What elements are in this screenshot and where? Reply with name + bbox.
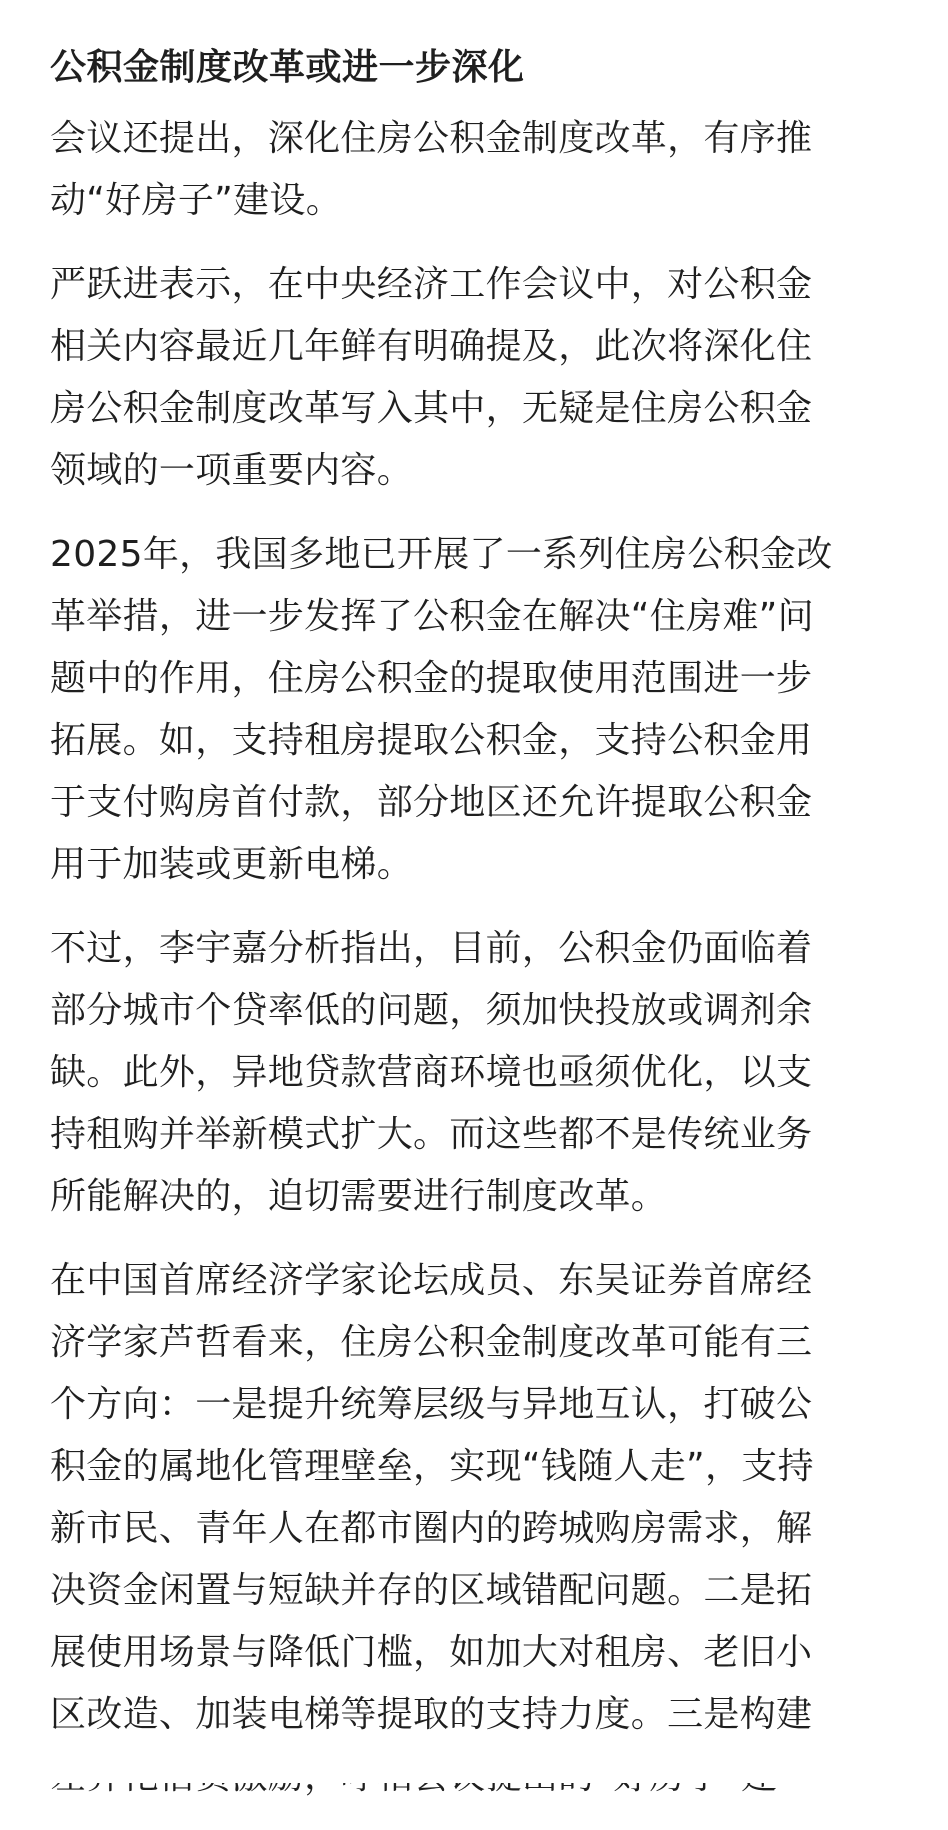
text-line: 个方向：一是提升统筹层级与异地互认，打破公 (50, 1384, 813, 1425)
text-line: 部分城市个贷率低的问题，须加快投放或调剂余 (50, 990, 813, 1031)
text-line: 相关内容最近几年鲜有明确提及，此次将深化住 (50, 326, 813, 367)
text-line: 在中国首席经济学家论坛成员、东吴证券首席经 (50, 1260, 813, 1301)
text-line: 动“好房子”建设。 (50, 180, 343, 221)
text-line: 济学家芦哲看来，住房公积金制度改革可能有三 (50, 1322, 813, 1363)
text-line: 严跃进表示，在中央经济工作会议中，对公积金 (50, 264, 813, 305)
text-line: 展使用场景与降低门槛，如加大对租房、老旧小 (50, 1632, 813, 1673)
text-line: 房公积金制度改革写入其中，无疑是住房公积金 (50, 388, 813, 429)
text-line: 新市民、青年人在都市圈内的跨城购房需求，解 (50, 1508, 813, 1549)
paragraph-5 (50, 1250, 890, 1808)
paragraph-4 (50, 918, 890, 1228)
paragraph-2 (50, 254, 890, 502)
section-heading: 公积金制度改革或进一步深化 (50, 47, 525, 88)
paragraph-3 (50, 524, 890, 896)
text-line: 革举措，进一步发挥了公积金在解决“住房难”问 (50, 596, 814, 637)
text-line: 会议还提出，深化住房公积金制度改革，有序推 (50, 118, 813, 159)
bottom-crop-edge (0, 1748, 948, 1783)
text-line: 不过，李宇嘉分析指出，目前，公积金仍面临着 (50, 928, 813, 969)
text-line: 用于加装或更新电梯。 (50, 844, 414, 885)
text-line: 题中的作用，住房公积金的提取使用范围进一步 (50, 658, 813, 699)
text-line: 拓展。如，支持租房提取公积金，支持公积金用 (50, 720, 813, 761)
text-line: 2025年，我国多地已开展了一系列住房公积金改 (50, 534, 833, 575)
text-line: 所能解决的，迫切需要进行制度改革。 (50, 1176, 668, 1217)
text-line: 积金的属地化管理壁垒，实现“钱随人走”，支持 (50, 1446, 814, 1487)
text-line: 决资金闲置与短缺并存的区域错配问题。二是拓 (50, 1570, 813, 1611)
text-line: 领域的一项重要内容。 (50, 450, 414, 491)
text-line: 缺。此外，异地贷款营商环境也亟须优化，以支 (50, 1052, 813, 1093)
article (50, 40, 890, 1830)
text-line: 持租购并举新模式扩大。而这些都不是传统业务 (50, 1114, 813, 1155)
text-line: 区改造、加装电梯等提取的支持力度。三是构建 (50, 1694, 813, 1735)
paragraph-1 (50, 108, 890, 232)
text-line: 于支付购房首付款，部分地区还允许提取公积金 (50, 782, 813, 823)
